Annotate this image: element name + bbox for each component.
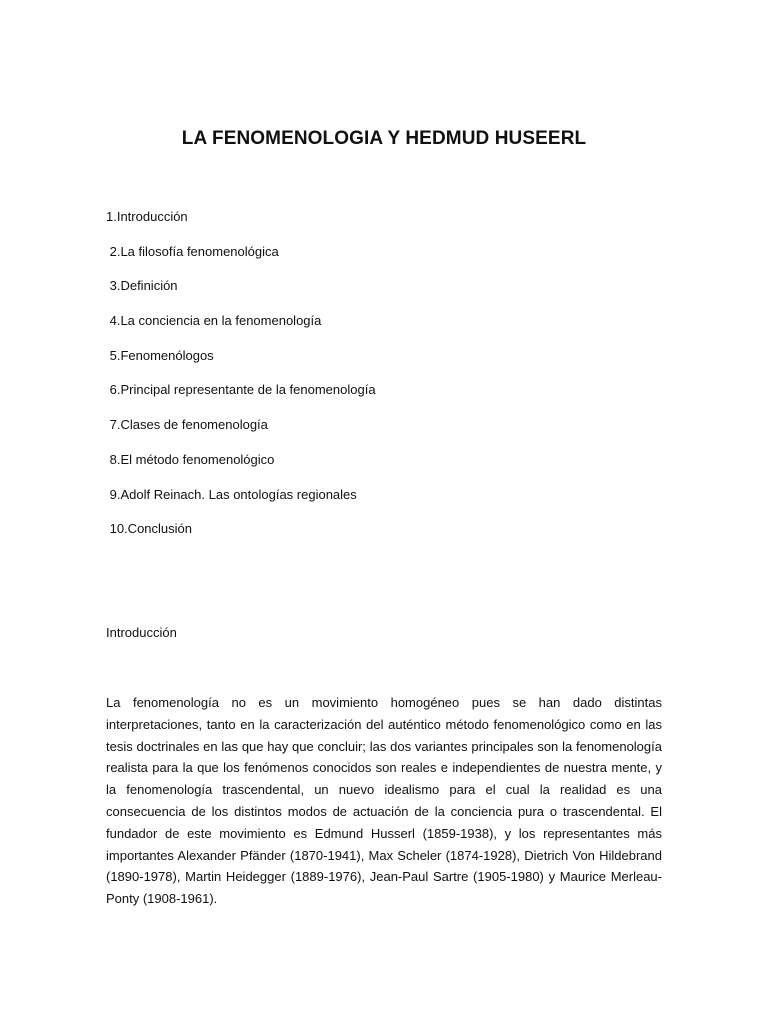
toc-item: 3.Definición (106, 278, 178, 294)
toc-item: 1.Introducción (106, 209, 188, 224)
table-of-contents (106, 207, 376, 554)
toc-item: 9.Adolf Reinach. Las ontologías regionales (106, 486, 357, 502)
body-paragraph: La fenomenología no es un movimiento homogéneo pues se han dado distintas interpretaciones, tanto en la caracterización del auténtico método fenomenológico como en las tesis doctrinales en las que hay que concluir; las dos variantes principales son la fenomenología realista para la que los fenómenos conocidos son reales e independientes de nuestra mente, y la fenomenología trascendental, un nuevo idealismo para el cual la realidad es una consecuencia de los distintos modos de actuación de la conciencia pura o trascendental. El fundador de este movimiento es Edmund Husserl (1859-1938), y los representantes más importantes Alexander Pfänder (1870-1941), Max Scheler (1874-1928), Dietrich Von Hildebrand (1890-1978), Martin Heidegger (1889-1976), Jean-Paul Sartre (1905-1980) y Maurice Merleau-Ponty (1908-1961). (106, 695, 662, 907)
toc-item: 5.Fenomenólogos (106, 347, 214, 363)
page-title: LA FENOMENOLOGIA Y HEDMUD HUSEERL (181, 128, 587, 149)
toc-item: 7.Clases de fenomenología (106, 417, 268, 433)
section-heading: Introducción (106, 625, 177, 640)
toc-item: 6.Principal representante de la fenomenología (106, 382, 376, 398)
toc-item: 8.El método fenomenológico (106, 451, 275, 467)
toc-item: 4.La conciencia en la fenomenología (106, 313, 322, 329)
toc-item: 2.La filosofía fenomenológica (106, 243, 279, 259)
toc-item: 10.Conclusión (106, 521, 192, 537)
